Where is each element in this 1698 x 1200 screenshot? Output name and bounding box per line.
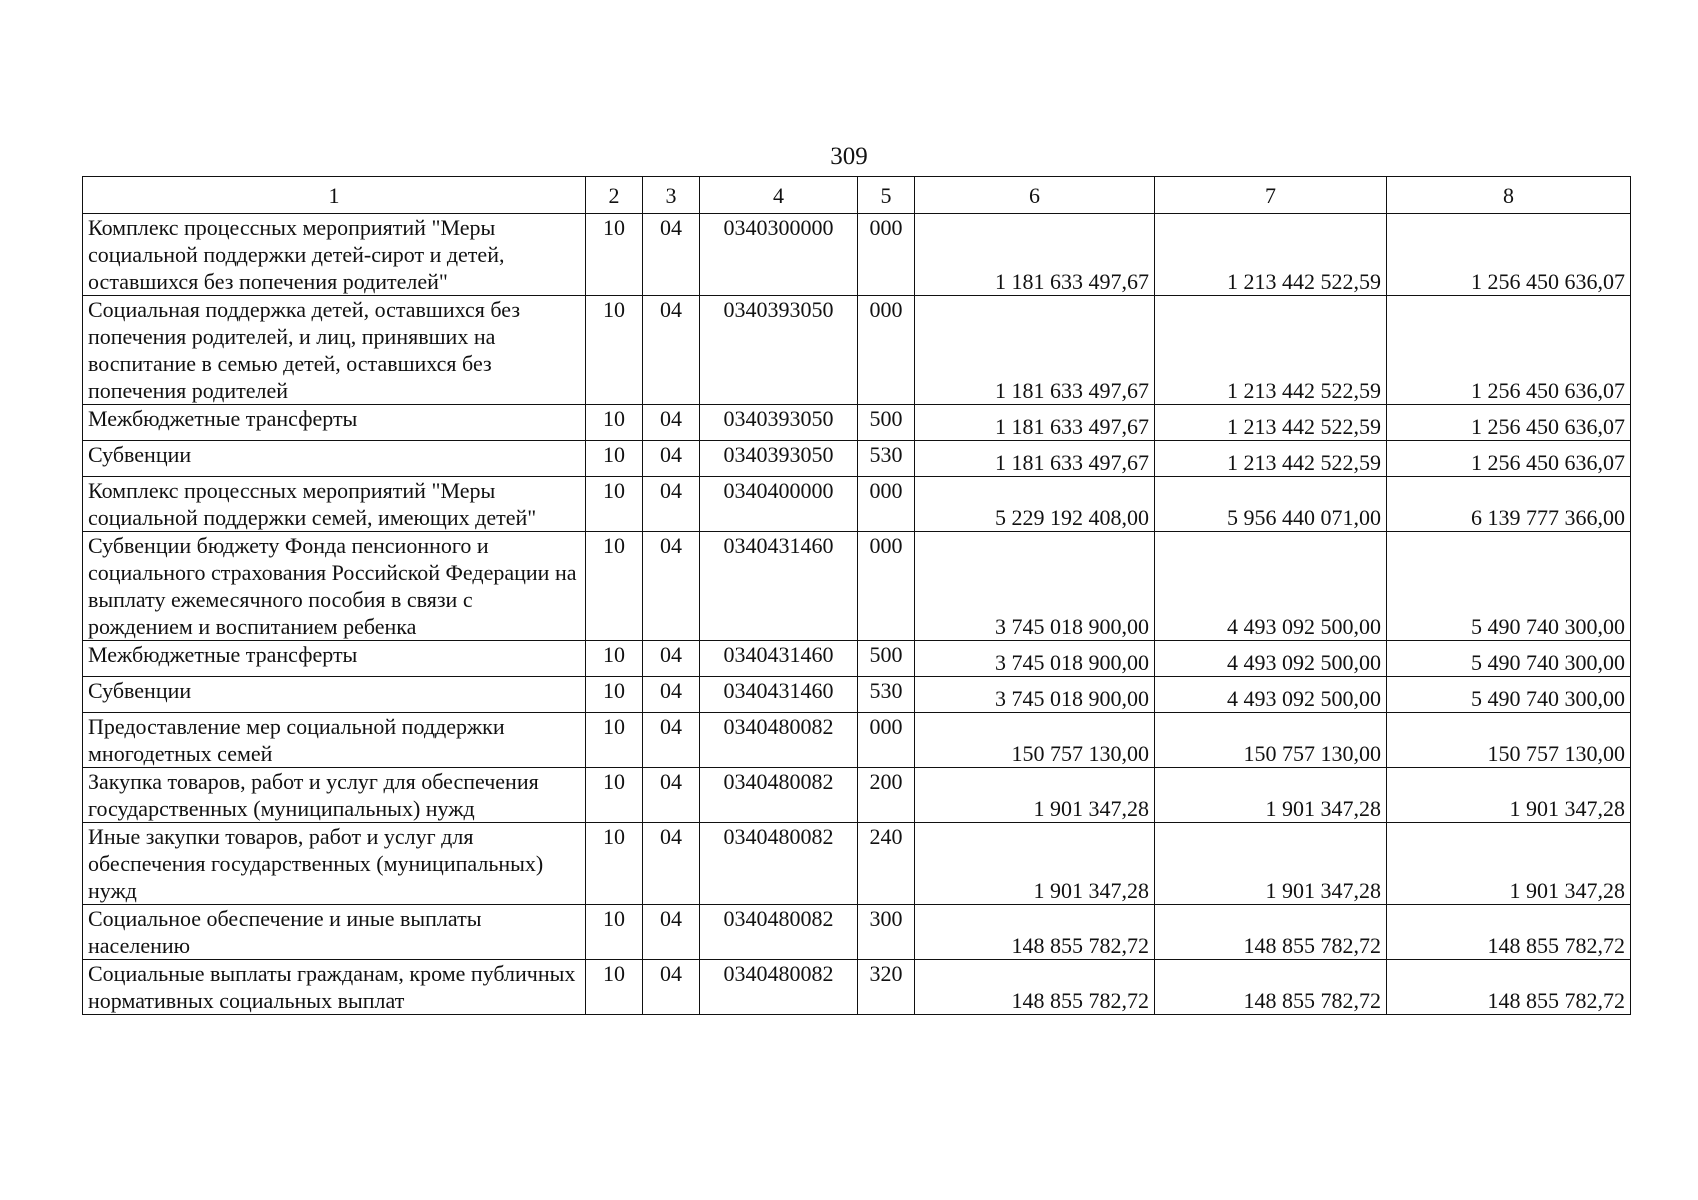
row-name: Социальные выплаты гражданам, кроме публичных нормативных социальных выплат: [83, 960, 586, 1015]
row-target-article-code: 0340431460: [700, 641, 858, 677]
row-section-code: 10: [586, 296, 643, 405]
header-cell-5: 5: [858, 177, 915, 214]
row-amount-col7: 4 493 092 500,00: [1155, 677, 1387, 713]
row-amount-col6: 3 745 018 900,00: [915, 641, 1155, 677]
row-section-code: 10: [586, 960, 643, 1015]
header-cell-1: 1: [83, 177, 586, 214]
row-section-code: 10: [586, 405, 643, 441]
row-expense-type-code: 320: [858, 960, 915, 1015]
row-subsection-code: 04: [643, 768, 700, 823]
table-row: [83, 823, 1631, 905]
table-row: [83, 677, 1631, 713]
row-amount-col6: 5 229 192 408,00: [915, 477, 1155, 532]
row-section-code: 10: [586, 677, 643, 713]
row-subsection-code: 04: [643, 641, 700, 677]
row-amount-col7: 1 213 442 522,59: [1155, 214, 1387, 296]
row-target-article-code: 0340480082: [700, 960, 858, 1015]
row-subsection-code: 04: [643, 677, 700, 713]
header-row: [83, 177, 1631, 214]
row-amount-col7: 1 901 347,28: [1155, 823, 1387, 905]
row-name: Иные закупки товаров, работ и услуг для обеспечения государственных (муниципальных) нужд: [83, 823, 586, 905]
table-row: [83, 960, 1631, 1015]
header-cell-8: 8: [1387, 177, 1631, 214]
row-amount-col7: 1 213 442 522,59: [1155, 405, 1387, 441]
row-expense-type-code: 530: [858, 441, 915, 477]
row-name: Социальное обеспечение и иные выплаты населению: [83, 905, 586, 960]
row-amount-col8: 1 256 450 636,07: [1387, 441, 1631, 477]
row-amount-col7: 1 213 442 522,59: [1155, 441, 1387, 477]
row-amount-col8: 1 901 347,28: [1387, 823, 1631, 905]
row-subsection-code: 04: [643, 477, 700, 532]
row-section-code: 10: [586, 713, 643, 768]
row-section-code: 10: [586, 532, 643, 641]
row-name: Субвенции бюджету Фонда пенсионного и социального страхования Российской Федерации на выплату ежемесячного пособия в связи с рождением и воспитанием ребенка: [83, 532, 586, 641]
row-amount-col8: 6 139 777 366,00: [1387, 477, 1631, 532]
row-target-article-code: 0340393050: [700, 405, 858, 441]
row-target-article-code: 0340480082: [700, 905, 858, 960]
row-amount-col6: 3 745 018 900,00: [915, 532, 1155, 641]
table-row: [83, 768, 1631, 823]
row-amount-col8: 1 256 450 636,07: [1387, 405, 1631, 441]
row-target-article-code: 0340480082: [700, 823, 858, 905]
row-name: Субвенции: [83, 441, 586, 477]
row-expense-type-code: 500: [858, 405, 915, 441]
page-number: 309: [830, 143, 868, 170]
row-amount-col7: 150 757 130,00: [1155, 713, 1387, 768]
row-amount-col8: 5 490 740 300,00: [1387, 532, 1631, 641]
table-row: [83, 405, 1631, 441]
row-amount-col8: 5 490 740 300,00: [1387, 677, 1631, 713]
row-expense-type-code: 000: [858, 713, 915, 768]
row-expense-type-code: 000: [858, 296, 915, 405]
row-expense-type-code: 300: [858, 905, 915, 960]
row-name: Межбюджетные трансферты: [83, 641, 586, 677]
row-amount-col6: 3 745 018 900,00: [915, 677, 1155, 713]
row-expense-type-code: 000: [858, 477, 915, 532]
row-amount-col6: 1 901 347,28: [915, 823, 1155, 905]
row-name: Комплекс процессных мероприятий "Меры социальной поддержки детей-сирот и детей, оставшихся без попечения родителей": [83, 214, 586, 296]
row-name: Субвенции: [83, 677, 586, 713]
row-target-article-code: 0340393050: [700, 296, 858, 405]
row-name: Закупка товаров, работ и услуг для обеспечения государственных (муниципальных) нужд: [83, 768, 586, 823]
table-row: [83, 713, 1631, 768]
table-row: [83, 214, 1631, 296]
row-section-code: 10: [586, 823, 643, 905]
table-row: [83, 477, 1631, 532]
row-amount-col7: 4 493 092 500,00: [1155, 641, 1387, 677]
row-expense-type-code: 530: [858, 677, 915, 713]
row-amount-col6: 148 855 782,72: [915, 905, 1155, 960]
row-target-article-code: 0340300000: [700, 214, 858, 296]
row-name: Социальная поддержка детей, оставшихся без попечения родителей, и лиц, принявших на воспитание в семью детей, оставшихся без попечения родителей: [83, 296, 586, 405]
row-amount-col7: 1 213 442 522,59: [1155, 296, 1387, 405]
row-subsection-code: 04: [643, 532, 700, 641]
row-section-code: 10: [586, 905, 643, 960]
row-subsection-code: 04: [643, 823, 700, 905]
row-amount-col7: 1 901 347,28: [1155, 768, 1387, 823]
row-amount-col7: 148 855 782,72: [1155, 905, 1387, 960]
row-target-article-code: 0340480082: [700, 768, 858, 823]
row-amount-col8: 1 256 450 636,07: [1387, 214, 1631, 296]
table-row: [83, 441, 1631, 477]
row-subsection-code: 04: [643, 905, 700, 960]
row-amount-col6: 148 855 782,72: [915, 960, 1155, 1015]
row-amount-col6: 1 181 633 497,67: [915, 405, 1155, 441]
row-amount-col6: 1 181 633 497,67: [915, 296, 1155, 405]
row-target-article-code: 0340480082: [700, 713, 858, 768]
row-target-article-code: 0340431460: [700, 532, 858, 641]
row-section-code: 10: [586, 641, 643, 677]
row-section-code: 10: [586, 441, 643, 477]
row-amount-col8: 1 256 450 636,07: [1387, 296, 1631, 405]
row-expense-type-code: 000: [858, 214, 915, 296]
row-amount-col6: 1 901 347,28: [915, 768, 1155, 823]
row-amount-col7: 148 855 782,72: [1155, 960, 1387, 1015]
row-section-code: 10: [586, 768, 643, 823]
row-subsection-code: 04: [643, 713, 700, 768]
row-amount-col7: 5 956 440 071,00: [1155, 477, 1387, 532]
row-amount-col7: 4 493 092 500,00: [1155, 532, 1387, 641]
row-amount-col6: 1 181 633 497,67: [915, 441, 1155, 477]
row-target-article-code: 0340431460: [700, 677, 858, 713]
row-amount-col8: 5 490 740 300,00: [1387, 641, 1631, 677]
row-amount-col8: 148 855 782,72: [1387, 905, 1631, 960]
budget-table: [82, 176, 1631, 1015]
row-subsection-code: 04: [643, 296, 700, 405]
table-row: [83, 296, 1631, 405]
table-row: [83, 905, 1631, 960]
row-expense-type-code: 500: [858, 641, 915, 677]
header-cell-3: 3: [643, 177, 700, 214]
row-expense-type-code: 000: [858, 532, 915, 641]
row-amount-col6: 150 757 130,00: [915, 713, 1155, 768]
row-section-code: 10: [586, 477, 643, 532]
table-row: [83, 532, 1631, 641]
row-amount-col8: 1 901 347,28: [1387, 768, 1631, 823]
header-cell-7: 7: [1155, 177, 1387, 214]
row-subsection-code: 04: [643, 441, 700, 477]
row-subsection-code: 04: [643, 405, 700, 441]
row-target-article-code: 0340393050: [700, 441, 858, 477]
header-cell-2: 2: [586, 177, 643, 214]
row-subsection-code: 04: [643, 960, 700, 1015]
row-subsection-code: 04: [643, 214, 700, 296]
row-section-code: 10: [586, 214, 643, 296]
row-amount-col8: 148 855 782,72: [1387, 960, 1631, 1015]
row-expense-type-code: 200: [858, 768, 915, 823]
table-row: [83, 641, 1631, 677]
row-name: Межбюджетные трансферты: [83, 405, 586, 441]
row-name: Предоставление мер социальной поддержки многодетных семей: [83, 713, 586, 768]
row-amount-col6: 1 181 633 497,67: [915, 214, 1155, 296]
row-name: Комплекс процессных мероприятий "Меры социальной поддержки семей, имеющих детей": [83, 477, 586, 532]
header-cell-6: 6: [915, 177, 1155, 214]
header-cell-4: 4: [700, 177, 858, 214]
row-target-article-code: 0340400000: [700, 477, 858, 532]
row-expense-type-code: 240: [858, 823, 915, 905]
row-amount-col8: 150 757 130,00: [1387, 713, 1631, 768]
